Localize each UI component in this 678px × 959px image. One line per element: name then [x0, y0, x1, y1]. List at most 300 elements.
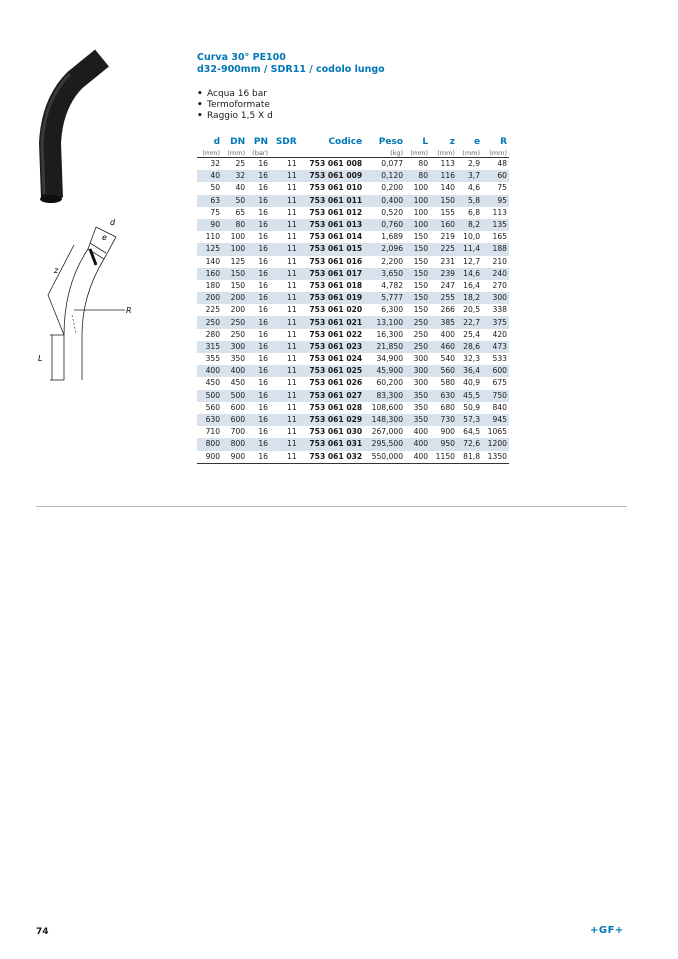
cell-sdr: 11	[287, 280, 297, 290]
cell-r: 840	[492, 402, 507, 412]
cell-l: 300	[413, 378, 429, 388]
cell-r: 240	[482, 268, 509, 280]
cell-codice: 753 061 018	[309, 280, 363, 290]
cell-l: 150	[405, 243, 430, 255]
cell-peso: 267,000	[371, 427, 404, 437]
cell-peso: 2,200	[381, 256, 404, 266]
brand-logo: +GF+	[590, 925, 624, 936]
cell-z: 680	[440, 402, 455, 412]
table-row	[197, 158, 509, 171]
cell-e: 14,6	[457, 268, 482, 280]
cell-pn: 16	[258, 354, 269, 364]
cell-peso: 3,650	[364, 268, 405, 280]
cell-r: 113	[492, 207, 507, 217]
cell-z: 150	[430, 195, 457, 207]
cell-sdr: 11	[270, 195, 299, 207]
cell-r: 375	[482, 316, 509, 328]
cell-sdr: 11	[287, 402, 297, 412]
cell-d: 280	[205, 329, 221, 339]
table-row	[197, 353, 509, 365]
cell-dn: 100	[222, 243, 247, 255]
cell-codice: 753 061 025	[299, 365, 365, 377]
cell-dn: 250	[230, 329, 246, 339]
cell-codice: 753 061 032	[299, 451, 365, 464]
cell-d: 315	[197, 341, 222, 353]
col-header-d: d	[213, 137, 221, 147]
cell-l: 150	[405, 292, 430, 304]
cell-z: 385	[430, 316, 457, 328]
spec-table	[197, 136, 509, 464]
cell-codice: 753 061 024	[309, 354, 363, 364]
cell-l: 250	[413, 329, 429, 339]
cell-dn: 900	[222, 451, 247, 464]
cell-z: 160	[430, 219, 457, 231]
unit-d: (mm)	[197, 148, 222, 158]
cell-dn: 450	[230, 378, 246, 388]
cell-pn: 16	[247, 195, 270, 207]
cell-d: 75	[210, 207, 221, 217]
cell-sdr: 11	[270, 219, 299, 231]
cell-peso: 0,520	[381, 207, 404, 217]
title-line-2: d32-900mm / SDR11 / codolo lungo	[197, 64, 385, 75]
table-row	[197, 231, 509, 243]
drawing-label-r: R	[126, 306, 132, 315]
cell-l: 150	[413, 305, 429, 315]
cell-codice: 753 061 031	[299, 438, 365, 450]
table-row	[197, 182, 509, 194]
cell-r: 945	[482, 414, 509, 426]
cell-dn: 80	[222, 219, 247, 231]
cell-l: 400	[413, 427, 429, 437]
cell-sdr: 11	[270, 451, 299, 464]
cell-peso: 60,200	[376, 378, 404, 388]
cell-sdr: 11	[287, 207, 297, 217]
cell-codice: 753 061 021	[299, 316, 365, 328]
col-header-codice: Codice	[328, 137, 363, 147]
cell-dn: 125	[230, 256, 246, 266]
cell-l: 250	[405, 316, 430, 328]
cell-codice: 753 061 022	[309, 329, 363, 339]
cell-sdr: 11	[287, 329, 297, 339]
cell-dn: 300	[222, 341, 247, 353]
cell-sdr: 11	[287, 256, 297, 266]
unit-l: (mm)	[405, 148, 430, 158]
cell-d: 400	[197, 365, 222, 377]
cell-e: 4,6	[467, 183, 481, 193]
cell-codice: 753 061 023	[299, 341, 365, 353]
table-row	[197, 414, 509, 426]
cell-dn: 150	[230, 280, 246, 290]
cell-r: 60	[482, 170, 509, 182]
cell-pn: 16	[247, 438, 270, 450]
cell-e: 3,7	[457, 170, 482, 182]
cell-codice: 753 061 016	[309, 256, 363, 266]
cell-e: 28,6	[457, 341, 482, 353]
cell-r: 420	[492, 329, 507, 339]
cell-l: 100	[413, 183, 429, 193]
cell-d: 710	[205, 427, 221, 437]
table-row	[197, 207, 509, 219]
cell-e: 10,0	[463, 232, 481, 242]
table-row	[197, 243, 509, 255]
cell-pn: 16	[258, 232, 269, 242]
cell-r: 1350	[482, 451, 509, 464]
cell-peso: 148,300	[364, 414, 405, 426]
cell-r: 270	[492, 280, 507, 290]
cell-d: 50	[210, 183, 221, 193]
cell-codice: 753 061 029	[299, 414, 365, 426]
cell-e: 57,3	[457, 414, 482, 426]
cell-l: 400	[405, 451, 430, 464]
cell-z: 580	[440, 378, 455, 388]
cell-l: 150	[405, 268, 430, 280]
unit-r: (mm)	[482, 148, 509, 158]
table-row	[197, 390, 509, 402]
drawing-label-z: z	[54, 266, 59, 275]
cell-r: 188	[482, 243, 509, 255]
cell-pn: 16	[247, 170, 270, 182]
col-header-z: z	[449, 137, 455, 147]
cell-l: 150	[413, 280, 429, 290]
cell-pn: 16	[258, 256, 269, 266]
cell-sdr: 11	[287, 232, 297, 242]
table-row	[197, 316, 509, 328]
col-header-r: R	[500, 137, 507, 147]
cell-d: 125	[197, 243, 222, 255]
cell-e: 81,8	[457, 451, 482, 464]
cell-e: 12,7	[463, 256, 481, 266]
cell-pn: 16	[258, 305, 269, 315]
cell-z: 219	[440, 232, 455, 242]
cell-d: 500	[197, 390, 222, 402]
cell-z: 247	[440, 280, 455, 290]
product-title	[197, 52, 385, 76]
cell-l: 400	[405, 438, 430, 450]
cell-peso: 0,760	[364, 219, 405, 231]
cell-r: 338	[492, 305, 507, 315]
table-row	[197, 438, 509, 450]
cell-l: 300	[413, 354, 429, 364]
table-row	[197, 304, 509, 316]
cell-d: 800	[197, 438, 222, 450]
cell-z: 400	[440, 329, 455, 339]
cell-z: 255	[430, 292, 457, 304]
unit-z: (mm)	[430, 148, 457, 158]
table-row	[197, 170, 509, 182]
cell-pn: 16	[258, 159, 269, 169]
feature-item: • Raggio 1,5 X d	[197, 111, 273, 122]
table-row	[197, 341, 509, 353]
cell-d: 250	[197, 316, 222, 328]
page-number: 74	[36, 927, 49, 937]
cell-sdr: 11	[287, 378, 297, 388]
cell-pn: 16	[258, 207, 269, 217]
feature-item: • Termoformate	[197, 100, 273, 111]
cell-r: 473	[482, 341, 509, 353]
cell-sdr: 11	[270, 365, 299, 377]
cell-pn: 16	[258, 329, 269, 339]
cell-e: 8,2	[457, 219, 482, 231]
cell-e: 32,3	[463, 354, 481, 364]
cell-z: 140	[440, 183, 455, 193]
cell-r: 750	[482, 390, 509, 402]
col-header-l: L	[422, 137, 429, 147]
drawing-label-d: d	[110, 218, 116, 227]
section-divider	[36, 506, 627, 507]
cell-r: 1200	[482, 438, 509, 450]
cell-l: 150	[413, 256, 429, 266]
cell-pn: 16	[258, 378, 269, 388]
cell-d: 40	[197, 170, 222, 182]
cell-peso: 34,900	[376, 354, 404, 364]
cell-d: 355	[205, 354, 221, 364]
cell-r: 300	[482, 292, 509, 304]
cell-codice: 753 061 026	[309, 378, 363, 388]
cell-pn: 16	[258, 280, 269, 290]
cell-codice: 753 061 015	[299, 243, 365, 255]
cell-codice: 753 061 020	[309, 305, 363, 315]
cell-sdr: 11	[270, 170, 299, 182]
cell-dn: 32	[222, 170, 247, 182]
cell-l: 250	[405, 341, 430, 353]
cell-r: 75	[497, 183, 507, 193]
table-row	[197, 426, 509, 438]
cell-l: 300	[405, 365, 430, 377]
cell-peso: 1,689	[381, 232, 404, 242]
cell-e: 50,9	[463, 402, 481, 412]
cell-r: 210	[492, 256, 507, 266]
cell-peso: 2,096	[364, 243, 405, 255]
cell-peso: 0,400	[364, 195, 405, 207]
cell-z: 225	[430, 243, 457, 255]
cell-sdr: 11	[270, 438, 299, 450]
cell-z: 116	[430, 170, 457, 182]
cell-peso: 6,300	[381, 305, 404, 315]
unit-e: (mm)	[457, 148, 482, 158]
cell-dn: 500	[222, 390, 247, 402]
drawing-label-e: e	[102, 233, 107, 242]
cell-peso: 16,300	[376, 329, 404, 339]
cell-dn: 65	[235, 207, 246, 217]
cell-peso: 0,200	[381, 183, 404, 193]
cell-codice: 753 061 017	[299, 268, 365, 280]
table-row	[197, 268, 509, 280]
cell-dn: 25	[235, 159, 246, 169]
unit-dn: (mm)	[222, 148, 247, 158]
cell-e: 16,4	[463, 280, 481, 290]
cell-peso: 4,782	[381, 280, 404, 290]
cell-d: 110	[205, 232, 221, 242]
cell-e: 20,5	[463, 305, 481, 315]
cell-peso: 13,100	[364, 316, 405, 328]
cell-pn: 16	[247, 243, 270, 255]
cell-dn: 400	[222, 365, 247, 377]
cell-codice: 753 061 013	[299, 219, 365, 231]
cell-codice: 753 061 009	[299, 170, 365, 182]
cell-sdr: 11	[270, 243, 299, 255]
cell-dn: 200	[230, 305, 246, 315]
cell-r: 600	[482, 365, 509, 377]
cell-r: 165	[492, 232, 507, 242]
cell-dn: 50	[222, 195, 247, 207]
cell-peso: 108,600	[371, 402, 404, 412]
cell-sdr: 11	[270, 268, 299, 280]
cell-peso: 83,300	[364, 390, 405, 402]
table-row	[197, 402, 509, 414]
cell-z: 630	[430, 390, 457, 402]
cell-peso: 21,850	[364, 341, 405, 353]
cell-z: 950	[430, 438, 457, 450]
technical-drawing	[30, 215, 170, 390]
cell-z: 1150	[430, 451, 457, 464]
cell-sdr: 11	[287, 427, 297, 437]
cell-sdr: 11	[270, 390, 299, 402]
feature-list	[197, 89, 273, 122]
cell-d: 450	[205, 378, 221, 388]
cell-dn: 700	[230, 427, 246, 437]
cell-pn: 16	[247, 390, 270, 402]
cell-l: 150	[413, 232, 429, 242]
cell-r: 95	[482, 195, 509, 207]
cell-r: 675	[492, 378, 507, 388]
cell-z: 900	[440, 427, 455, 437]
cell-z: 239	[430, 268, 457, 280]
cell-dn: 600	[222, 414, 247, 426]
table-row	[197, 280, 509, 292]
cell-r: 48	[497, 159, 507, 169]
table-row	[197, 329, 509, 341]
col-header-sdr: SDR	[275, 137, 297, 147]
cell-peso: 0,120	[364, 170, 405, 182]
feature-item: • Acqua 16 bar	[197, 89, 273, 100]
cell-l: 350	[405, 390, 430, 402]
cell-pn: 16	[258, 183, 269, 193]
cell-peso: 45,900	[364, 365, 405, 377]
cell-d: 180	[205, 280, 221, 290]
cell-l: 80	[405, 170, 430, 182]
units-row	[197, 148, 509, 158]
cell-d: 32	[210, 159, 221, 169]
cell-sdr: 11	[270, 414, 299, 426]
cell-codice: 753 061 014	[309, 232, 363, 242]
cell-l: 350	[413, 402, 429, 412]
cell-r: 533	[492, 354, 507, 364]
spec-table-body	[197, 158, 509, 464]
cell-d: 900	[197, 451, 222, 464]
cell-z: 155	[440, 207, 455, 217]
cell-l: 100	[405, 195, 430, 207]
cell-e: 5,8	[457, 195, 482, 207]
cell-codice: 753 061 030	[309, 427, 363, 437]
cell-e: 45,5	[457, 390, 482, 402]
cell-e: 18,2	[457, 292, 482, 304]
drawing-label-l: L	[38, 354, 43, 363]
cell-sdr: 11	[287, 354, 297, 364]
title-line-1: Curva 30° PE100	[197, 52, 286, 63]
cell-peso: 295,500	[364, 438, 405, 450]
cell-z: 730	[430, 414, 457, 426]
cell-pn: 16	[247, 341, 270, 353]
cell-d: 90	[197, 219, 222, 231]
cell-dn: 100	[230, 232, 246, 242]
cell-sdr: 11	[287, 159, 297, 169]
cell-e: 11,4	[457, 243, 482, 255]
cell-z: 231	[440, 256, 455, 266]
cell-peso: 550,000	[364, 451, 405, 464]
cell-z: 266	[440, 305, 455, 315]
table-row	[197, 365, 509, 377]
cell-d: 560	[205, 402, 221, 412]
cell-dn: 600	[230, 402, 246, 412]
cell-e: 2,9	[467, 159, 481, 169]
cell-pn: 16	[258, 427, 269, 437]
cell-z: 113	[440, 159, 455, 169]
cell-codice: 753 061 010	[309, 183, 363, 193]
table-row	[197, 219, 509, 231]
header-row	[197, 136, 509, 148]
cell-codice: 753 061 028	[309, 402, 363, 412]
cell-e: 36,4	[457, 365, 482, 377]
cell-sdr: 11	[287, 183, 297, 193]
cell-pn: 16	[247, 451, 270, 464]
col-header-e: e	[473, 137, 481, 147]
unit-sdr	[270, 148, 299, 158]
unit-codice	[299, 148, 365, 158]
cell-l: 80	[418, 159, 429, 169]
pipe-bend-photo	[30, 48, 120, 208]
cell-dn: 40	[235, 183, 246, 193]
table-row	[197, 256, 509, 268]
unit-pn: (bar)	[247, 148, 270, 158]
cell-pn: 16	[247, 292, 270, 304]
unit-peso: (kg)	[364, 148, 405, 158]
cell-codice: 753 061 012	[309, 207, 363, 217]
cell-pn: 16	[247, 365, 270, 377]
col-header-peso: Peso	[378, 137, 404, 147]
cell-sdr: 11	[287, 305, 297, 315]
cell-z: 560	[430, 365, 457, 377]
col-header-pn: PN	[253, 137, 269, 147]
table-row	[197, 292, 509, 304]
cell-l: 100	[413, 207, 429, 217]
cell-d: 200	[197, 292, 222, 304]
cell-pn: 16	[247, 268, 270, 280]
cell-codice: 753 061 019	[299, 292, 365, 304]
table-row	[197, 377, 509, 389]
cell-sdr: 11	[270, 341, 299, 353]
cell-pn: 16	[247, 316, 270, 328]
cell-e: 64,5	[463, 427, 481, 437]
cell-pn: 16	[258, 402, 269, 412]
cell-peso: 0,077	[381, 159, 404, 169]
cell-d: 63	[197, 195, 222, 207]
cell-dn: 350	[230, 354, 246, 364]
cell-codice: 753 061 011	[299, 195, 365, 207]
cell-r: 135	[482, 219, 509, 231]
cell-l: 100	[405, 219, 430, 231]
cell-e: 72,6	[457, 438, 482, 450]
cell-e: 40,9	[463, 378, 481, 388]
cell-peso: 5,777	[364, 292, 405, 304]
cell-e: 22,7	[457, 316, 482, 328]
table-row	[197, 195, 509, 207]
cell-dn: 250	[222, 316, 247, 328]
cell-z: 540	[440, 354, 455, 364]
cell-dn: 200	[222, 292, 247, 304]
cell-pn: 16	[247, 219, 270, 231]
cell-codice: 753 061 027	[299, 390, 365, 402]
cell-dn: 150	[222, 268, 247, 280]
